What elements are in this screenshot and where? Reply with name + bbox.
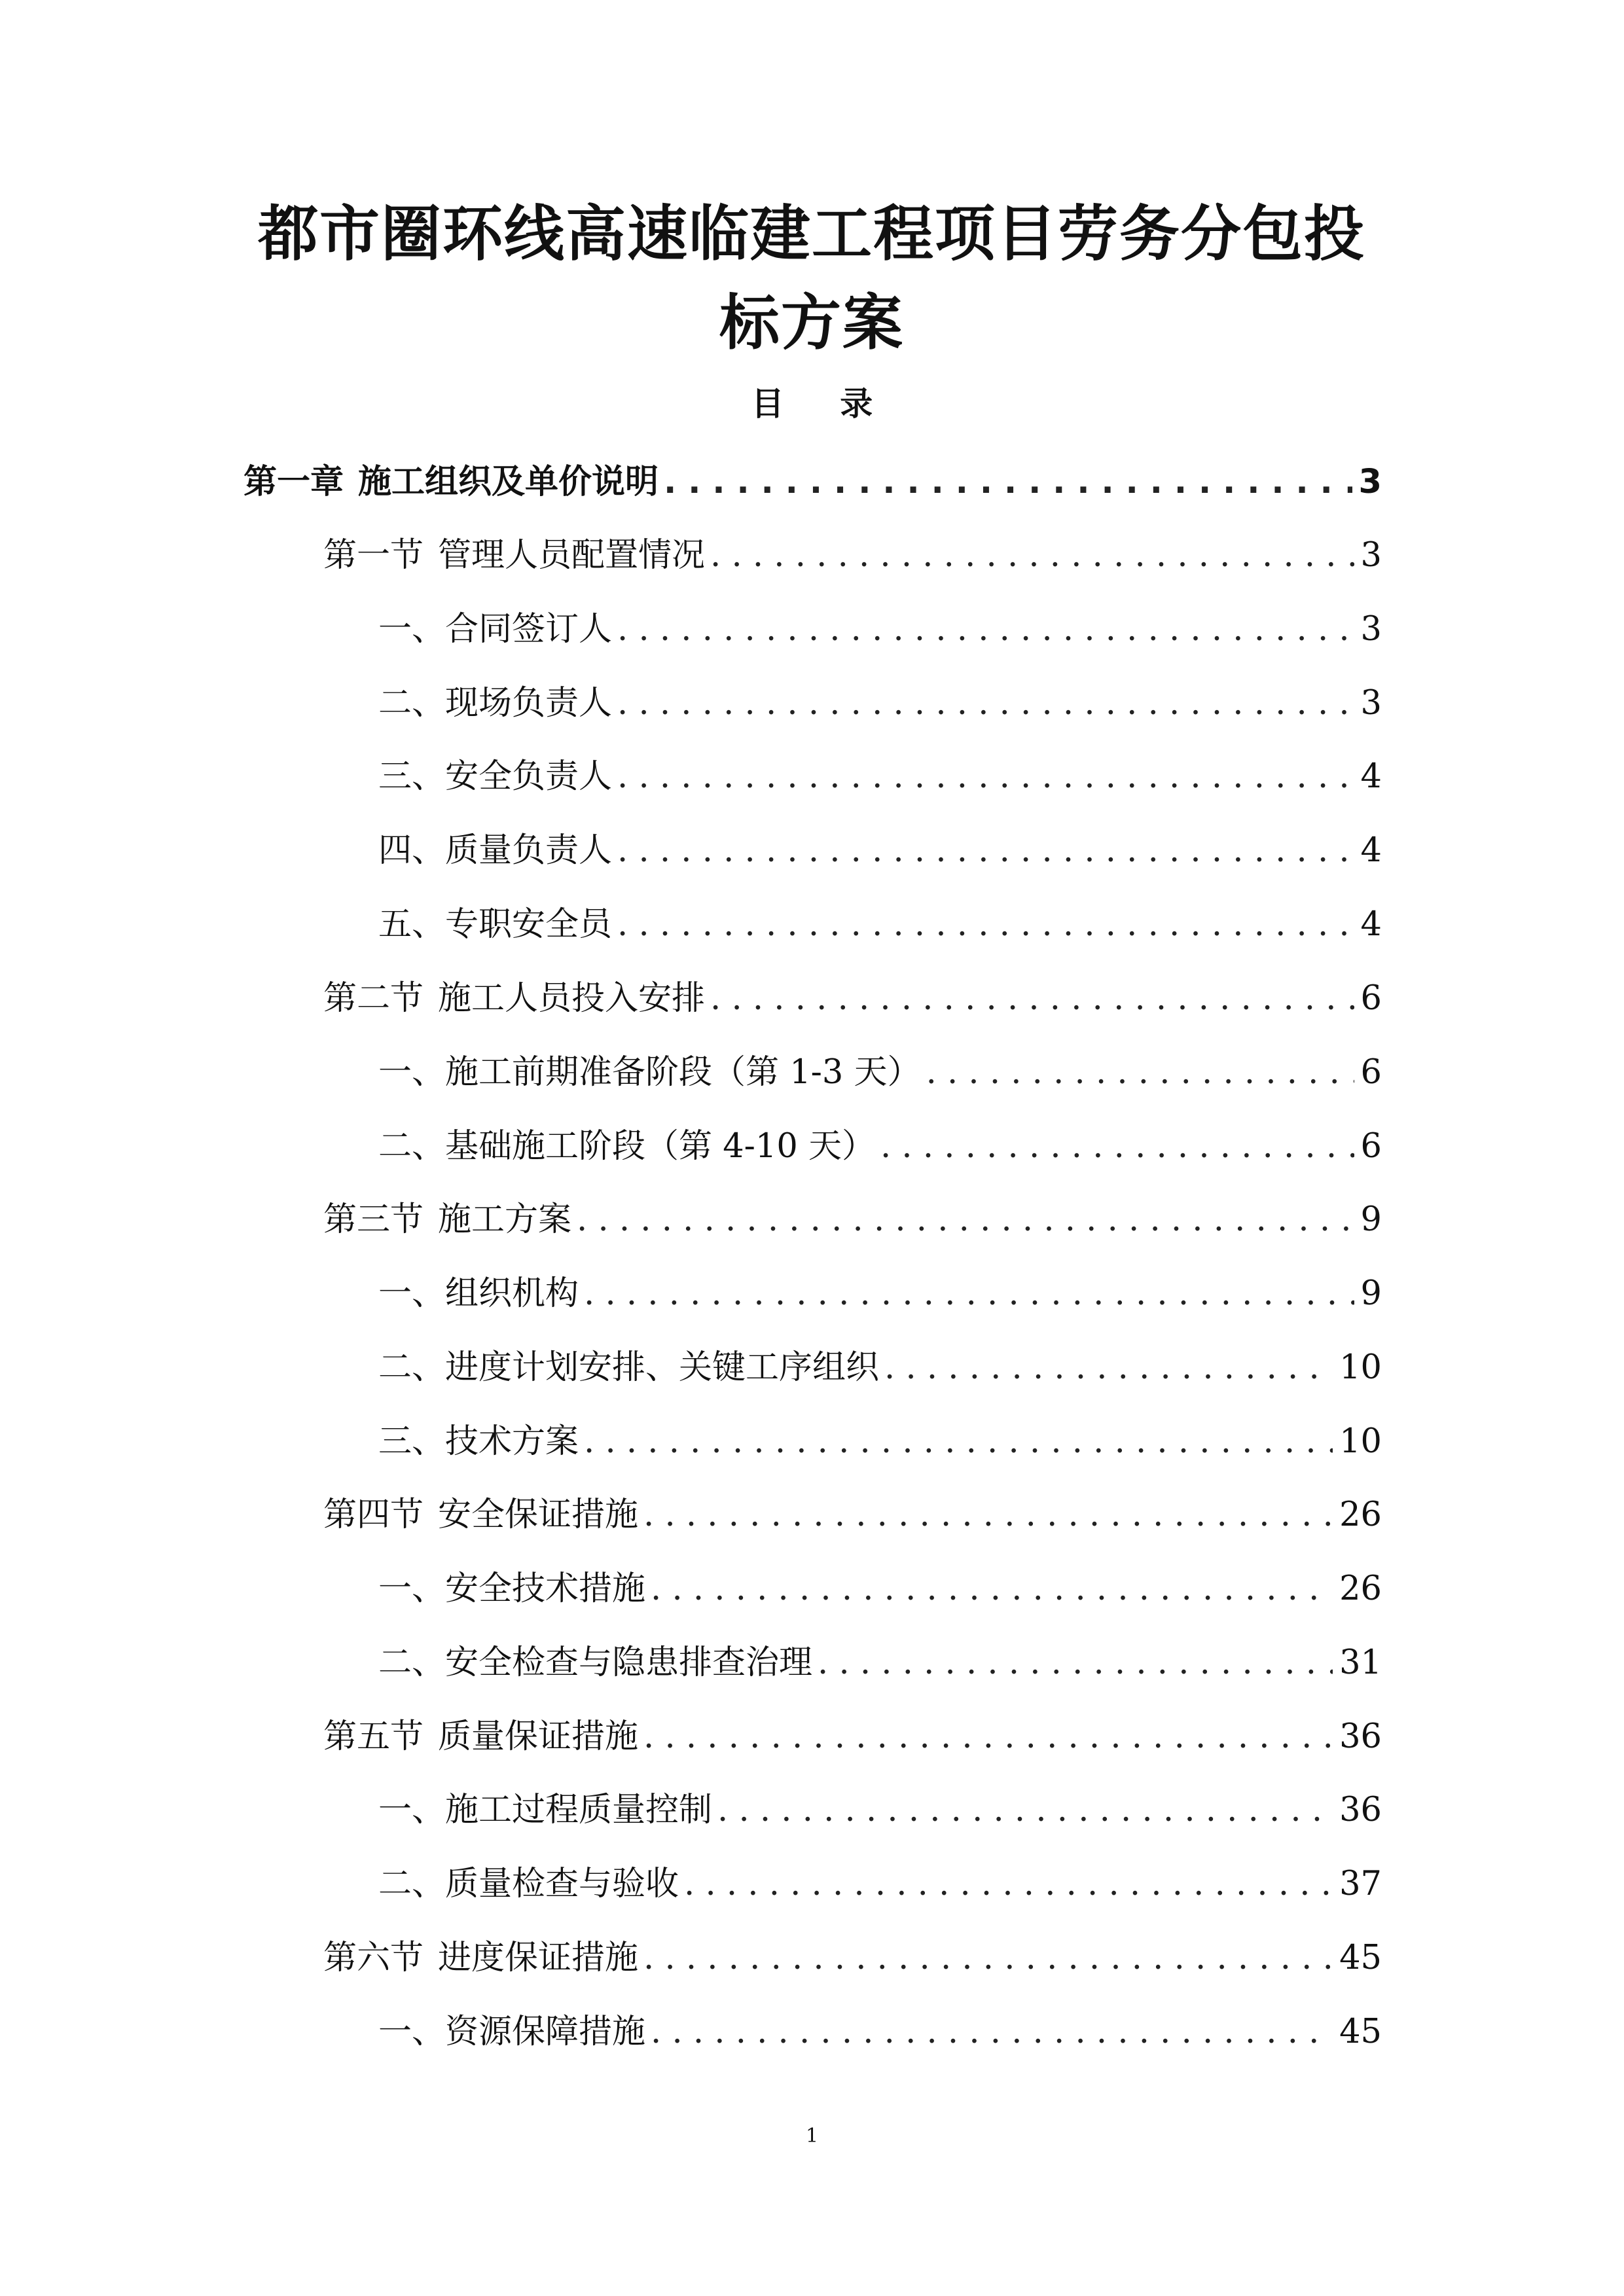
toc-entry-title: 一、安全技术措施 [378, 1570, 646, 1608]
toc-entry[interactable] [378, 1268, 1382, 1320]
toc-entry[interactable] [378, 1637, 1382, 1689]
toc-entry-title: 二、质量检查与验收 [378, 1865, 679, 1903]
toc-entry[interactable] [378, 899, 1382, 951]
toc-dot-leader [710, 529, 1354, 582]
toc-dot-leader [884, 1342, 1333, 1394]
document-title-line-2: 标方案 [719, 288, 904, 358]
toc-heading: 目 录 [751, 385, 895, 423]
toc-entry-title: 安全保证措施 [438, 1496, 639, 1534]
toc-entry[interactable] [323, 1489, 1382, 1541]
toc-entry-title: 进度保证措施 [438, 1939, 639, 1977]
toc-entry-page: 3 [1360, 610, 1382, 649]
toc-entry-page: 3 [1360, 684, 1382, 723]
toc-entry-page: 6 [1360, 979, 1382, 1018]
toc-dot-leader [651, 2006, 1333, 2058]
toc-entry-page: 31 [1339, 1643, 1382, 1682]
toc-entry-page: 45 [1339, 1939, 1382, 1977]
toc-entry-title: 管理人员配置情况 [438, 536, 706, 575]
toc-entry-title: 质量保证措施 [438, 1717, 639, 1756]
toc-dot-leader [577, 1194, 1354, 1246]
toc-entry-title: 施工组织及单价说明 [358, 463, 659, 501]
toc-entry-page: 26 [1339, 1570, 1382, 1608]
toc-entry-title: 一、施工过程质量控制 [378, 1791, 713, 1829]
toc-dot-leader [643, 1489, 1333, 1541]
toc-entry-title: 一、合同签订人 [378, 610, 613, 649]
toc-dot-leader [617, 751, 1354, 803]
toc-entry[interactable] [378, 603, 1382, 656]
toc-entry-title: 一、施工前期准备阶段（第 1-3 天） [378, 1053, 921, 1092]
toc-entry[interactable] [378, 751, 1382, 803]
toc-entry[interactable] [378, 1342, 1382, 1394]
toc-entry[interactable] [323, 529, 1382, 582]
toc-entry-title: 一、资源保障措施 [378, 2013, 646, 2051]
toc-entry-page: 4 [1360, 757, 1382, 796]
toc-entry-page: 3 [1358, 463, 1382, 501]
toc-entry-prefix: 第一章 [244, 463, 344, 501]
toc-entry-title: 施工人员投入安排 [438, 979, 706, 1018]
toc-entry-title: 一、组织机构 [378, 1274, 579, 1313]
toc-entry-label [323, 1489, 638, 1541]
toc-dot-leader [617, 677, 1354, 730]
toc-dot-leader [643, 1932, 1333, 1984]
toc-dot-leader [617, 825, 1354, 877]
toc-entry[interactable] [323, 1194, 1382, 1246]
toc-entry-title: 施工方案 [438, 1200, 572, 1239]
toc-dot-leader [880, 1121, 1354, 1173]
toc-dot-leader [926, 1047, 1354, 1099]
page-number: 1 [805, 2125, 819, 2147]
toc-entry[interactable] [378, 1121, 1382, 1173]
toc-entry-page: 36 [1339, 1791, 1382, 1829]
toc-entry-page: 3 [1360, 536, 1382, 575]
toc-entry-page: 10 [1339, 1348, 1382, 1387]
toc-dot-leader [584, 1416, 1333, 1468]
toc-dot-leader [617, 603, 1354, 656]
toc-entry[interactable] [244, 456, 1382, 509]
toc-entry-page: 6 [1360, 1127, 1382, 1166]
toc-entry-prefix: 第二节 [323, 979, 424, 1018]
toc-dot-leader [710, 973, 1354, 1025]
toc-dot-leader [617, 899, 1354, 951]
toc-entry-page: 4 [1360, 905, 1382, 944]
toc-entry-page: 10 [1339, 1422, 1382, 1461]
toc-entry-prefix: 第四节 [323, 1496, 424, 1534]
toc-entry-page: 37 [1339, 1865, 1382, 1903]
toc-entry-label [323, 1711, 638, 1763]
toc-entry-page: 26 [1339, 1496, 1382, 1534]
toc-entry-label [323, 1194, 571, 1246]
toc-entry[interactable] [378, 1858, 1382, 1910]
document-title-line-1: 都市圈环线高速临建工程项目劳务分包投 [257, 199, 1365, 269]
toc-entry-label [323, 1932, 638, 1984]
toc-entry[interactable] [378, 1416, 1382, 1468]
toc-entry-label [244, 456, 659, 509]
toc-entry-title: 三、安全负责人 [378, 757, 613, 796]
toc-entry-title: 五、专职安全员 [378, 905, 613, 944]
toc-entry-prefix: 第三节 [323, 1200, 424, 1239]
toc-dot-leader [664, 456, 1352, 509]
toc-entry-prefix: 第六节 [323, 1939, 424, 1977]
toc-entry-prefix: 第五节 [323, 1717, 424, 1756]
toc-entry[interactable] [323, 1932, 1382, 1984]
toc-entry-page: 36 [1339, 1717, 1382, 1756]
toc-entry-page: 6 [1360, 1053, 1382, 1092]
toc-entry[interactable] [323, 1711, 1382, 1763]
toc-dot-leader [717, 1784, 1333, 1837]
toc-dot-leader [684, 1858, 1333, 1910]
toc-entry-label [323, 529, 705, 582]
toc-entry-label [323, 973, 705, 1025]
toc-entry-page: 4 [1360, 831, 1382, 870]
toc-entry[interactable] [378, 2006, 1382, 2058]
toc-entry-title: 二、安全检查与隐患排查治理 [378, 1643, 813, 1682]
toc-entry[interactable] [378, 1784, 1382, 1837]
toc-entry[interactable] [323, 973, 1382, 1025]
toc-entry-title: 二、基础施工阶段（第 4-10 天） [378, 1127, 875, 1166]
toc-entry-title: 二、进度计划安排、关键工序组织 [378, 1348, 880, 1387]
toc-entry-page: 9 [1360, 1274, 1382, 1313]
toc-entry-prefix: 第一节 [323, 536, 424, 575]
toc-entry[interactable] [378, 1047, 1382, 1099]
toc-entry[interactable] [378, 1563, 1382, 1615]
toc-entry[interactable] [378, 825, 1382, 877]
toc-dot-leader [818, 1637, 1333, 1689]
toc-entry-page: 9 [1360, 1200, 1382, 1239]
toc-entry-title: 二、现场负责人 [378, 684, 613, 723]
toc-dot-leader [584, 1268, 1354, 1320]
toc-entry-title: 四、质量负责人 [378, 831, 613, 870]
toc-dot-leader [643, 1711, 1333, 1763]
toc-entry-page: 45 [1339, 2013, 1382, 2051]
toc-entry-title: 三、技术方案 [378, 1422, 579, 1461]
toc-entry[interactable] [378, 677, 1382, 730]
toc-dot-leader [651, 1563, 1333, 1615]
